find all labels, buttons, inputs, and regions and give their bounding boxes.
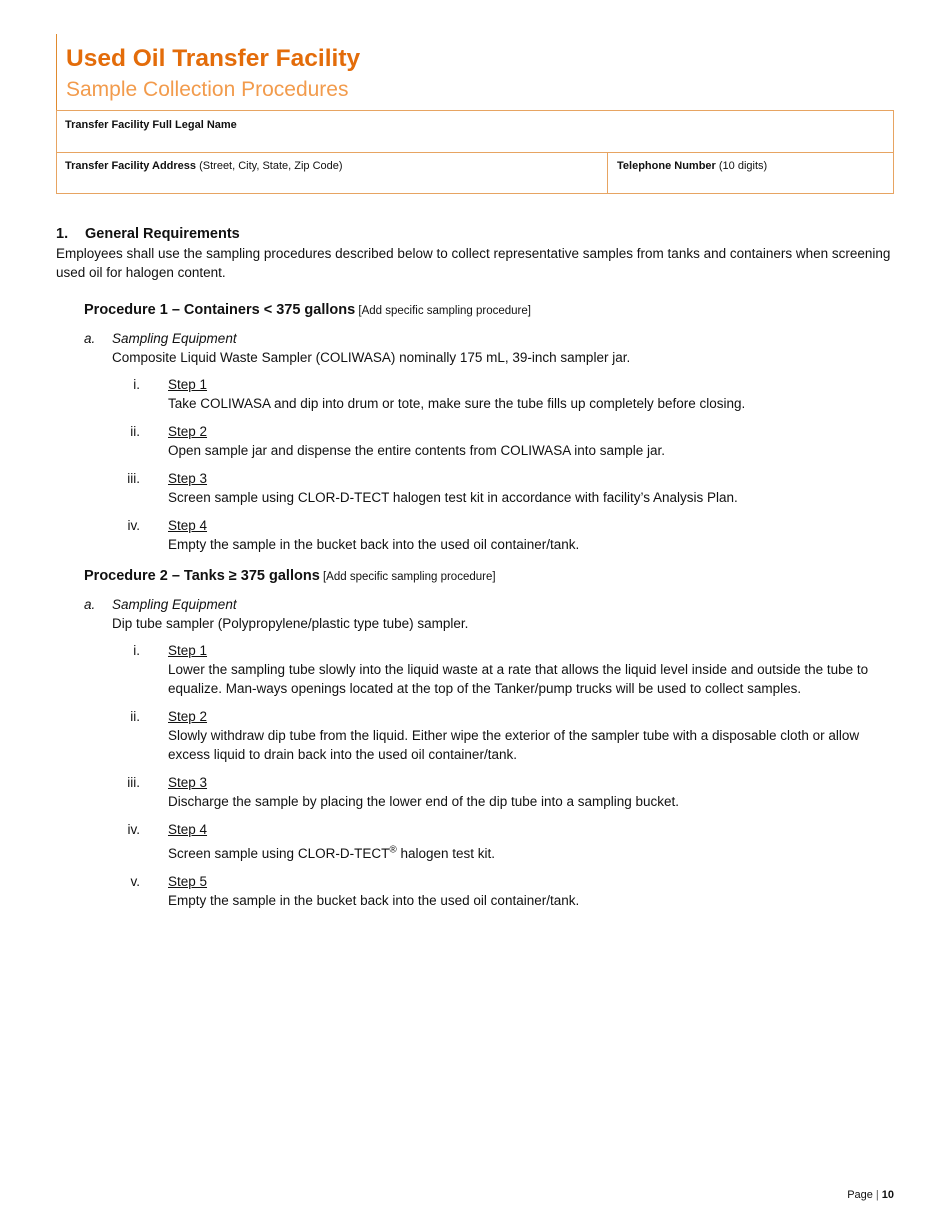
step-numeral: iv.	[127, 822, 140, 837]
list-item	[112, 469, 894, 507]
step-text: Slowly withdraw dip tube from the liquid. Either wipe the exterior of the sampler tube with a disposable cloth or allow excess liquid to drain back into the used oil container/tank.	[168, 728, 860, 762]
address-field[interactable]	[57, 153, 608, 194]
procedure-2-steps	[112, 641, 894, 910]
page-title: Used Oil Transfer Facility	[66, 45, 361, 72]
step-text: Discharge the sample by placing the lower end of the dip tube into a sampling bucket.	[168, 794, 680, 809]
step-numeral: ii.	[130, 424, 140, 439]
step-text: Lower the sampling tube slowly into the liquid waste at a rate that allows the liquid level inside and outside the tube to equalize. Man-ways openings located at the top of the Tanker/pump trucks will be used to collect samples.	[168, 662, 869, 696]
step-name: Step 4	[168, 822, 208, 837]
step-text: Screen sample using CLOR-D-TECT halogen test kit in accordance with facility’s Analysis Plan.	[168, 490, 738, 505]
address-label: Transfer Facility Address	[65, 160, 197, 172]
step-text: Take COLIWASA and dip into drum or tote, make sure the tube fills up completely before closing.	[168, 396, 746, 411]
page-number: 10	[881, 1189, 894, 1201]
procedure-2-heading	[84, 566, 894, 587]
document-header	[56, 34, 666, 110]
list-item	[112, 773, 894, 811]
step-name: Step 1	[168, 377, 208, 392]
equipment-marker: a.	[84, 597, 96, 612]
list-item	[112, 641, 894, 698]
page-footer	[847, 1186, 894, 1205]
step-name: Step 4	[168, 518, 208, 533]
equipment-label: Sampling Equipment	[112, 597, 237, 612]
list-item	[112, 375, 894, 413]
step-numeral: i.	[133, 643, 140, 658]
page-separator: |	[875, 1189, 879, 1201]
step-name: Step 3	[168, 775, 208, 790]
list-item	[112, 872, 894, 910]
procedure-1-heading	[84, 300, 894, 321]
step-numeral: iii.	[127, 471, 140, 486]
list-item	[112, 516, 894, 554]
section-heading	[56, 224, 894, 244]
list-item	[112, 422, 894, 460]
list-item	[112, 707, 894, 764]
equipment-text: Dip tube sampler (Polypropylene/plastic type tube) sampler.	[112, 616, 469, 631]
step-numeral: iv.	[127, 518, 140, 533]
procedure-2-note: [Add specific sampling procedure]	[319, 571, 496, 583]
legal-name-field[interactable]	[57, 111, 893, 153]
phone-label: Telephone Number	[617, 160, 716, 172]
step-name: Step 5	[168, 874, 208, 889]
phone-hint: (10 digits)	[715, 160, 768, 172]
step-numeral: ii.	[130, 709, 140, 724]
step-name: Step 1	[168, 643, 208, 658]
procedure-2-title: Procedure 2 – Tanks ≥ 375 gallons	[84, 568, 320, 584]
step-name: Step 2	[168, 709, 208, 724]
page-subtitle: Sample Collection Procedures	[66, 78, 349, 101]
section-number: 1.	[56, 226, 69, 242]
step-name: Step 2	[168, 424, 208, 439]
step-numeral: iii.	[127, 775, 140, 790]
step-text: Open sample jar and dispense the entire contents from COLIWASA into sample jar.	[168, 443, 666, 458]
procedure-2-equipment	[84, 595, 894, 633]
step-text: Screen sample using CLOR-D-TECT® halogen test kit.	[168, 844, 496, 861]
procedure-1-steps	[112, 375, 894, 554]
phone-field[interactable]	[608, 153, 893, 194]
document-body	[56, 224, 894, 919]
list-item	[112, 820, 894, 863]
legal-name-label: Transfer Facility Full Legal Name	[65, 119, 237, 131]
facility-info-table	[56, 110, 894, 194]
step-text: Empty the sample in the bucket back into the used oil container/tank.	[168, 893, 580, 908]
equipment-marker: a.	[84, 331, 96, 346]
equipment-text: Composite Liquid Waste Sampler (COLIWASA) nominally 175 mL, 39-inch sampler jar.	[112, 350, 631, 365]
procedure-1-note: [Add specific sampling procedure]	[355, 305, 531, 317]
step-text: Empty the sample in the bucket back into the used oil container/tank.	[168, 537, 580, 552]
step-numeral: i.	[133, 377, 140, 392]
step-name: Step 3	[168, 471, 208, 486]
step-numeral: v.	[130, 874, 140, 889]
address-hint: (Street, City, State, Zip Code)	[196, 160, 343, 172]
procedure-1-equipment	[84, 329, 894, 367]
procedure-1-title: Procedure 1 – Containers < 375 gallons	[84, 302, 356, 318]
registered-mark: ®	[389, 844, 397, 856]
page-label: Page	[847, 1189, 873, 1201]
equipment-label: Sampling Equipment	[112, 331, 237, 346]
section-paragraph: Employees shall use the sampling procedures described below to collect representative samples from tanks and containers when screening used oil for halogen content.	[56, 246, 891, 280]
section-title: General Requirements	[85, 226, 240, 242]
